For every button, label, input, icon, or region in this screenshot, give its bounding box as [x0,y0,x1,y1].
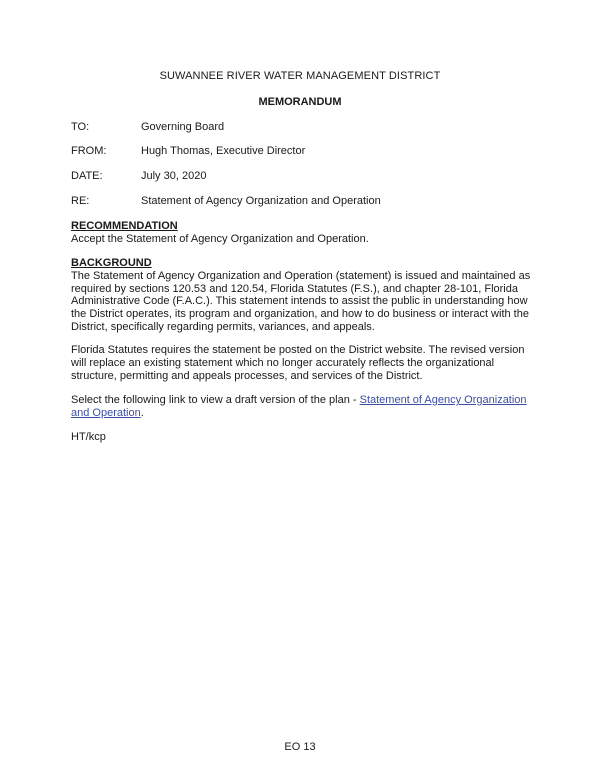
header-to-row [71,121,551,135]
header-re-row [71,195,551,209]
header-to-value: Governing Board [141,121,225,133]
header-from-value: Hugh Thomas, Executive Director [141,145,306,157]
header-re-label: RE: [71,195,90,207]
background-paragraph-2: Florida Statutes requires the statement be posted on the District website. The revised version will replace an existing statement which no longer accurately reflects the organizational structure, permitting and appeals processes, and services of the District. [71,344,525,382]
signature-initials: HT/kcp [71,431,106,443]
recommendation-heading: RECOMMENDATION [71,220,178,232]
header-re-value: Statement of Agency Organization and Operation [141,195,381,207]
organization-name: SUWANNEE RIVER WATER MANAGEMENT DISTRICT [159,70,441,82]
header-date-value: July 30, 2020 [141,170,207,182]
header-to-label: TO: [71,121,90,133]
background-paragraph-3-prefix: Select the following link to view a draft version of the plan - [71,394,360,406]
statement-document-link[interactable]: Statement of Agency Organization and Operation [71,394,527,419]
recommendation-text: Accept the Statement of Agency Organization and Operation. [71,232,369,245]
header-from-row [71,145,551,159]
background-paragraph-3-suffix: . [140,406,144,419]
recommendation-section [71,220,531,246]
memo-title: MEMORANDUM [258,96,342,108]
background-paragraph-1: The Statement of Agency Organization and Operation (statement) is issued and maintained as required by sections 120.53 and 120.54, Florida Statutes (F.S.), and chapter 28-101, Florida Administrative Code (F.A.C.). This statement intends to assist the public in understanding how the District operates, its program and organization, and how to do business or interact with the District, specifically regarding permits, variances, and appeals. [71,269,531,333]
background-section [71,257,531,334]
footer-page-number: EO 13 [284,741,316,753]
background-heading: BACKGROUND [71,257,152,269]
background-paragraph-2-block [71,344,531,382]
header-date-label: DATE: [71,170,103,182]
header-date-row [71,170,551,184]
header-from-label: FROM: [71,145,107,157]
background-paragraph-3-block [71,394,531,420]
